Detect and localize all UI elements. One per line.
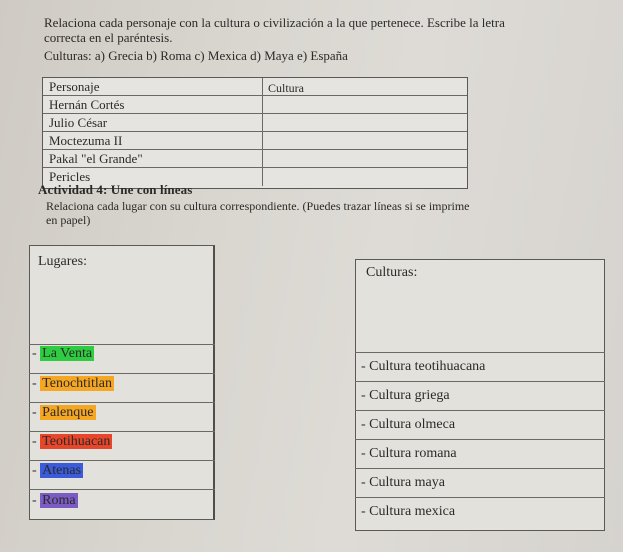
divider xyxy=(29,431,215,432)
culture-item[interactable]: - Cultura mexica xyxy=(361,504,456,519)
place-item[interactable] xyxy=(32,463,83,479)
table-row xyxy=(43,150,467,168)
divider xyxy=(29,460,215,461)
divider xyxy=(355,468,605,469)
header-culture: Cultura xyxy=(268,81,304,95)
place-label: La Venta xyxy=(42,346,93,361)
activity-title: Actividad 4: Une con líneas xyxy=(38,182,193,197)
table-row xyxy=(43,132,467,150)
character-name: Julio César xyxy=(49,115,108,130)
dash: - xyxy=(32,463,41,478)
cultures-title: Culturas: xyxy=(366,265,418,280)
place-label: Palenque xyxy=(42,405,94,420)
divider xyxy=(355,352,605,353)
place-item[interactable] xyxy=(32,493,78,509)
divider xyxy=(355,381,605,382)
cultures-options: Culturas: a) Grecia b) Roma c) Mexica d) Maya e) España xyxy=(44,48,348,63)
place-label: Atenas xyxy=(42,463,82,478)
divider xyxy=(29,489,215,490)
dash: - xyxy=(32,493,41,508)
table-header-row xyxy=(43,78,467,96)
divider xyxy=(355,439,605,440)
divider xyxy=(29,373,215,374)
dash: - xyxy=(32,405,41,420)
place-label: Roma xyxy=(42,493,76,508)
place-item[interactable] xyxy=(32,405,96,421)
header-character: Personaje xyxy=(49,79,100,94)
instruction-line-1: Relaciona cada personaje con la cultura o civilización a la que pertenece. Escribe la letra xyxy=(44,15,505,30)
culture-item[interactable]: - Cultura teotihuacana xyxy=(361,359,486,374)
divider xyxy=(29,344,215,345)
character-name: Pericles xyxy=(49,169,91,184)
dash: - xyxy=(32,346,41,361)
place-item[interactable] xyxy=(32,434,112,450)
place-label: Tenochtitlan xyxy=(42,376,112,391)
divider xyxy=(355,497,605,498)
character-name: Pakal "el Grande" xyxy=(49,151,143,166)
activity-description-line-2: en papel) xyxy=(46,213,91,227)
dash: - xyxy=(32,434,41,449)
place-label: Teotihuacan xyxy=(42,434,111,449)
culture-item[interactable]: - Cultura maya xyxy=(361,475,445,490)
activity-description-line-1: Relaciona cada lugar con su cultura correspondiente. (Puedes trazar líneas si se imprime xyxy=(46,199,470,213)
character-table xyxy=(42,77,468,189)
culture-item[interactable]: - Cultura olmeca xyxy=(361,417,456,432)
place-item[interactable] xyxy=(32,376,114,392)
dash: - xyxy=(32,376,41,391)
culture-item[interactable]: - Cultura griega xyxy=(361,388,450,403)
table-row xyxy=(43,96,467,114)
table-row xyxy=(43,114,467,132)
divider xyxy=(355,410,605,411)
character-name: Hernán Cortés xyxy=(49,97,125,112)
place-item[interactable] xyxy=(32,346,94,362)
character-name: Moctezuma II xyxy=(49,133,123,148)
divider xyxy=(29,402,215,403)
instruction-line-2: correcta en el paréntesis. xyxy=(44,30,173,45)
places-title: Lugares: xyxy=(38,254,87,269)
culture-item[interactable]: - Cultura romana xyxy=(361,446,457,461)
